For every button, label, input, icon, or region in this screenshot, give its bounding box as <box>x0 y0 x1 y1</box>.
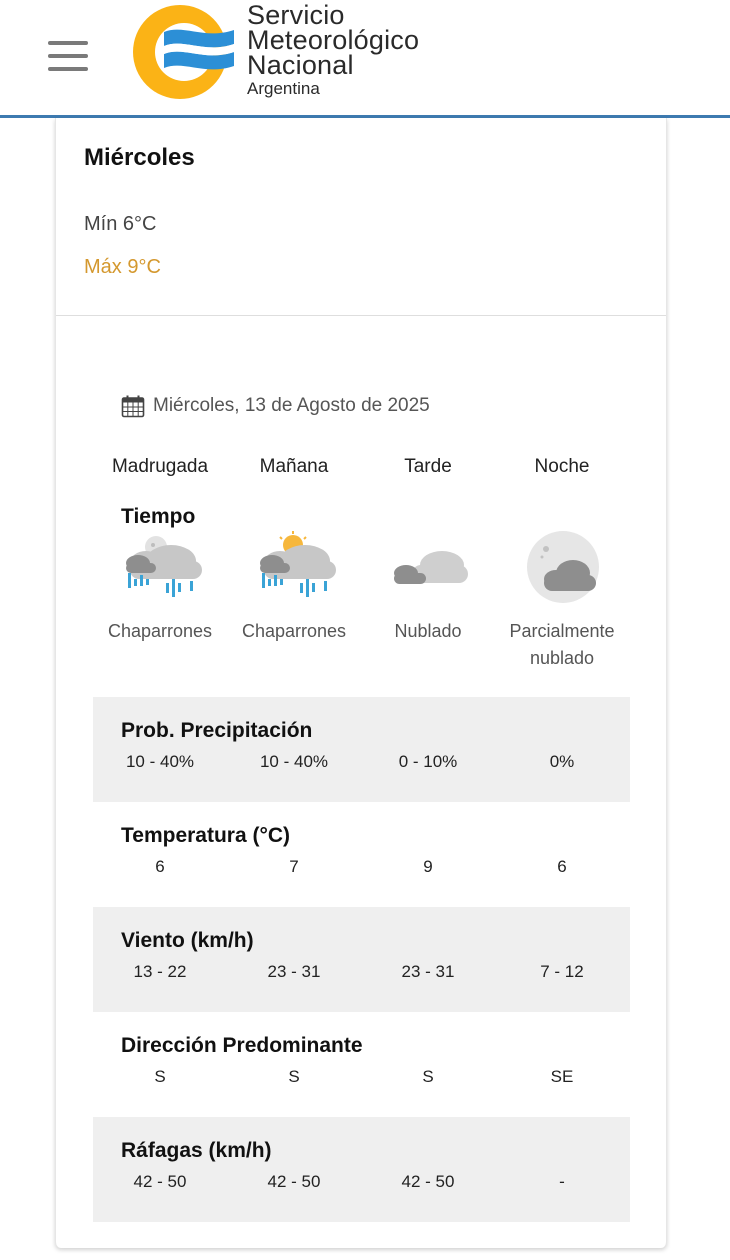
day-title: Miércoles <box>84 144 195 171</box>
row-value: 7 <box>289 857 299 876</box>
partly-cloudy-night-icon <box>518 531 608 611</box>
row-value: 42 - 50 <box>401 1172 455 1191</box>
row-title: Prob. Precipitación <box>121 719 313 742</box>
period-manana: Mañana <box>259 456 329 477</box>
period-madrugada: Madrugada <box>111 456 209 477</box>
weather-label: Parcialmente nublado <box>509 621 615 668</box>
row-title: Ráfagas (km/h) <box>121 1139 272 1162</box>
tiempo-label: Tiempo <box>121 505 196 528</box>
weather-label: Chaparrones <box>241 621 347 641</box>
forecast-date <box>121 394 430 418</box>
row-value: 42 - 50 <box>267 1172 321 1191</box>
row-title: Temperatura (°C) <box>121 824 291 847</box>
cloudy-icon <box>384 531 474 611</box>
card-divider <box>56 315 666 316</box>
forecast-date-text: Miércoles, 13 de Agosto de 2025 <box>153 395 430 416</box>
logo-line-3: Nacional <box>247 50 354 80</box>
row-value: SE <box>550 1067 574 1086</box>
max-temperature: Máx 9°C <box>84 256 161 278</box>
row-value: 10 - 40% <box>125 752 195 771</box>
row-value: 7 - 12 <box>540 962 584 981</box>
row-value: S <box>288 1067 300 1086</box>
weather-label: Nublado <box>394 621 462 641</box>
row-value: S <box>422 1067 434 1086</box>
row-precipitation <box>93 697 630 802</box>
row-value: 9 <box>423 857 433 876</box>
logo-line-2: Meteorológico <box>247 25 420 55</box>
hamburger-menu-icon[interactable] <box>48 41 88 71</box>
forecast-card <box>55 118 667 1248</box>
calendar-icon <box>121 394 145 418</box>
row-value: 10 - 40% <box>259 752 329 771</box>
rain-showers-night-icon <box>116 531 206 611</box>
min-temperature: Mín 6°C <box>84 213 157 235</box>
logo-subtitle: Argentina <box>247 79 320 98</box>
row-value: 23 - 31 <box>401 962 455 981</box>
row-wind-direction <box>93 1012 630 1117</box>
row-value: 13 - 22 <box>133 962 187 981</box>
row-value: 6 <box>155 857 165 876</box>
row-value: 0% <box>549 752 575 771</box>
row-value: - <box>559 1172 565 1191</box>
row-value: 6 <box>557 857 567 876</box>
row-temperature <box>93 802 630 907</box>
row-wind <box>93 907 630 1012</box>
logo-line-1: Servicio <box>247 0 345 30</box>
weather-label: Chaparrones <box>107 621 213 641</box>
app-header <box>0 0 730 118</box>
row-title: Dirección Predominante <box>121 1034 363 1057</box>
logo-text <box>247 0 420 99</box>
row-value: S <box>154 1067 166 1086</box>
period-tarde: Tarde <box>404 456 452 477</box>
period-noche: Noche <box>534 456 590 477</box>
rain-showers-day-icon <box>250 531 340 611</box>
row-title: Viento (km/h) <box>121 929 254 952</box>
row-value: 0 - 10% <box>398 752 458 771</box>
row-value: 23 - 31 <box>267 962 321 981</box>
row-value: 42 - 50 <box>133 1172 187 1191</box>
smn-logo-icon[interactable] <box>124 2 234 102</box>
row-gusts <box>93 1117 630 1222</box>
